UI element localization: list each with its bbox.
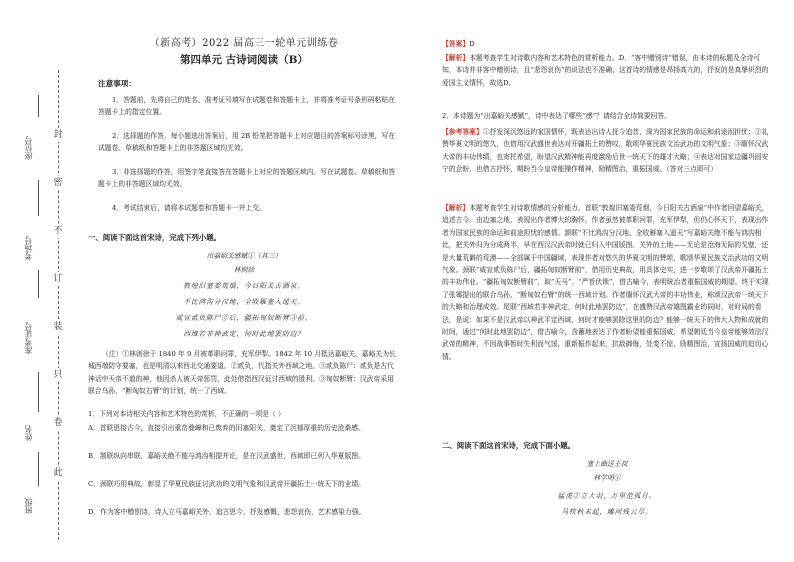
- class-label: 班级: [24, 498, 33, 514]
- poem2-line: 马牧秋未起，雕河残云尽。: [561, 508, 653, 516]
- answer-tag: 【答案】: [442, 40, 470, 48]
- seal-char: 不: [51, 224, 65, 238]
- question-1: 1．下列对本诗相关内容和艺术特色的赏析，不正确的一项是（ ）: [88, 410, 285, 418]
- poem-line: 西域若非神武定，何时此地罢防边？: [183, 330, 305, 338]
- seat-number-line: [38, 95, 39, 117]
- section1-heading: 一、阅读下面这首宋诗，完成下列小题。: [88, 233, 222, 242]
- seal-char: 订: [51, 272, 65, 286]
- notice-heading: 注意事项：: [98, 79, 136, 88]
- question-2: 2．本诗题为“出嘉峪关感赋”，诗中表达了哪些“感”？请结合全诗简要回答。: [442, 112, 671, 120]
- option-b: B．颔联纵向串联，嘉峪关绝不能与鸿沟相提并论，是在汉武盛世，西域即已列入华夏版图。: [88, 452, 365, 460]
- seal-char: 密: [51, 176, 65, 190]
- name-line: [38, 372, 39, 412]
- poem-line: 不比鸿沟分汉地，全收雁塞入遥天。: [183, 298, 305, 306]
- poem-line: 威宣贰负陈尸②后，疆拓匈奴断臂③前。: [175, 314, 313, 322]
- reference-tag: 【参考答案】: [442, 128, 483, 136]
- option-c: C．颈联巧用典故，彰显了华夏民族征讨武功的文明气象和汉武帝开疆拓土一统天下的业绩。: [88, 480, 366, 488]
- notice-item: 4．考试结束后，请将本试题卷和答题卡一并上交。: [112, 204, 266, 212]
- reference-answer: [442, 126, 770, 176]
- option-a: A．首联思接古今，直接引出重峦叠嶂和已废弃的旧塞阳关，奠定了沉郁厚重的历史沧桑感。: [88, 424, 365, 432]
- poem-notes: （注）①林则徐于 1840 年 9 月被革职问罪，充军伊犁。1842 年 10 月抵达嘉峪关，嘉峪关为长城西端防守要塞，也是明清以来西北交通要道。②贰负，代指关外西域之地。③贰负陈尸：贰负是古代神话中天帝不道的神，他因杀人被天帝惩罚，此处借指西汉征讨西域的胜利。③匈奴断臂：汉武帝采用联合乌孙、“断匈奴右臂”的计划，统一了西域。: [88, 350, 396, 396]
- name-label: 姓名: [24, 425, 33, 441]
- exam-room-line: [38, 180, 39, 216]
- analysis-1: [442, 52, 770, 89]
- poem2-line: 猛虎②立大羽，万里范孤月。: [557, 492, 657, 500]
- seal-char: 装: [51, 320, 65, 334]
- notice-item: 1．答题前，先将自己的姓名、准考证号填写在试题卷和答题卡上，并将准考证号条形码粘贴在答题卡上的指定位置。: [98, 96, 395, 116]
- notice-item: 2．选择题的作答，每小题选出答案后，用 2B 铅笔把答题卡上对应题目的答案标号涂黑，写在试题卷、草稿纸和答题卡上的非答题区域均无效。: [98, 132, 396, 152]
- reference-text: ①抒发深沉悠远的家国情怀，既表达出诗人抚今追昔，深为国家民族的命运和前途而担忧；②礼赞华夏文明的悠久，也借用汉武盛世表达对开疆拓土的赞叹，歌颂华夏民族文治武功的文明气象；③缅怀汉武大帝的丰功伟绩，也寄托希望，盼望汉武精神能再度激励后世一统天下的雄才大略；④表达对国家边疆巩固安宁的企盼，也借古抒怀，期盼当今皇帝能操作精神，励精图治，重振国威。（答对三点即可）: [442, 128, 769, 174]
- answer-line: [442, 38, 770, 50]
- analysis-text: 本题考查学生对诗歌内容和艺术特色的赏析能力。D．“客中赠别诗”错误，由本诗的标题及全诗可知，本诗并非客中赠别诗，且“悲怨哀伤”的说法也不准确，这首诗的情感是昂扬高亢的，抒发的是真挚炽烈的爱国主义情怀，故选D。: [442, 54, 769, 87]
- poem2-author: 林学明①: [593, 474, 621, 482]
- poem2-title: 塞上曲送王叔: [586, 460, 628, 468]
- section2-heading: 二、阅读下面这首宋诗，完成下面小题。: [442, 441, 576, 450]
- analysis-tag: 【解析】: [442, 54, 470, 62]
- notice-item: 3．非选择题的作答，用签字笔直接答在答题卡上对应的答题区域内。写在试题卷、草稿纸和答题卡上的非答题区域均无效。: [98, 168, 395, 188]
- analysis-tag-2: 【解析】: [442, 204, 470, 212]
- poem-author: 林则徐: [233, 266, 255, 274]
- analysis-text-2: 本题考查学生对诗歌情感的分析能力。首联“敦煌旧塞委荒烟，今日阳关古酒泉”中作者回望嘉峪关，追述古今。由边塞之地，表现出作者博大的胸怀，作者虽然被革职问罪，充军伊犁，但仍心怀天下，表现出作者为国家民族的命运和前途担忧的感情。颔联“不比鸿沟分汉地，全收雁塞入遥天”写嘉峪关绝不能与鸿沟相比，把关外归为分成两半，早在西汉汉武帝时就已归入中国版图。关外的土地——无论是沧海无际的戈壁，还是大量荒僻的荒漠——全部属于中国疆域，表现作者对悠久的华夏文明的赞颂，歌颂华夏民族文治武功的文明气象。颈联“威宣贰负陈尸后，疆拓匈奴断臂前”，借用历史典故，用具体史实，进一步歌颂了汉武帝开疆拓土的丰功伟业。“疆拓匈奴断臂前”，取“天马”、“严旨伏锁”，借古喻今，表明统治者重振国威的期望。终于实现了张骞提出的联合乌孙、“断匈奴右臂”的统一西域计划。作者缅怀汉武大帝的丰功伟业，称颂汉武帝一统天下的大略和治理成效。尾联“西域若非神武定，何时此地罢防边”，在盛赞汉武帝雄图霸业的同时，对时局的看法，是说：如果不是汉武帝以神武平定西域，何时才能够罢除这里的防边？能够一统天下的伟大人物和成就的时间，通过“何时此地罢防边”，借古喻今，含蓄地表达了作者盼望能重振国威，希望朝廷当今皇帝能够效法汉武帝的精神，不因战事暂时失利而气馁，重新振作起来，抗敌御侮，处变不惊，励精图治，宣扬国威的迫切心情。: [442, 204, 769, 361]
- exam-title: （新高考）2022 届高三一轮单元训练卷: [149, 38, 339, 49]
- option-d: D．作为客中赠别诗，诗人立马嘉峪关外，追古思今，抒发感慨，悲怨哀伤，艺术感染力强。: [88, 508, 366, 516]
- seal-char: 封: [51, 128, 65, 142]
- seal-char: 只: [51, 368, 65, 382]
- analysis-2: [442, 202, 770, 363]
- exam-room-label: 考场号: [24, 236, 33, 260]
- poem-line: 敦煌旧塞委荒烟，今日阳关古酒泉。: [183, 282, 305, 290]
- class-line: [38, 452, 39, 486]
- seal-char: 卷: [51, 416, 65, 430]
- admission-number-line: [38, 270, 39, 298]
- binding-margin: [0, 0, 80, 562]
- poem-title: 出嘉峪关感赋①（其三）: [206, 252, 282, 260]
- seal-char: 此: [51, 466, 65, 480]
- unit-title: 第四单元 古诗词阅读（B）: [179, 54, 309, 66]
- admission-number-label: 准考证号: [24, 322, 33, 354]
- seat-number-label: 座位号: [24, 136, 33, 160]
- answer-value: D: [469, 40, 475, 48]
